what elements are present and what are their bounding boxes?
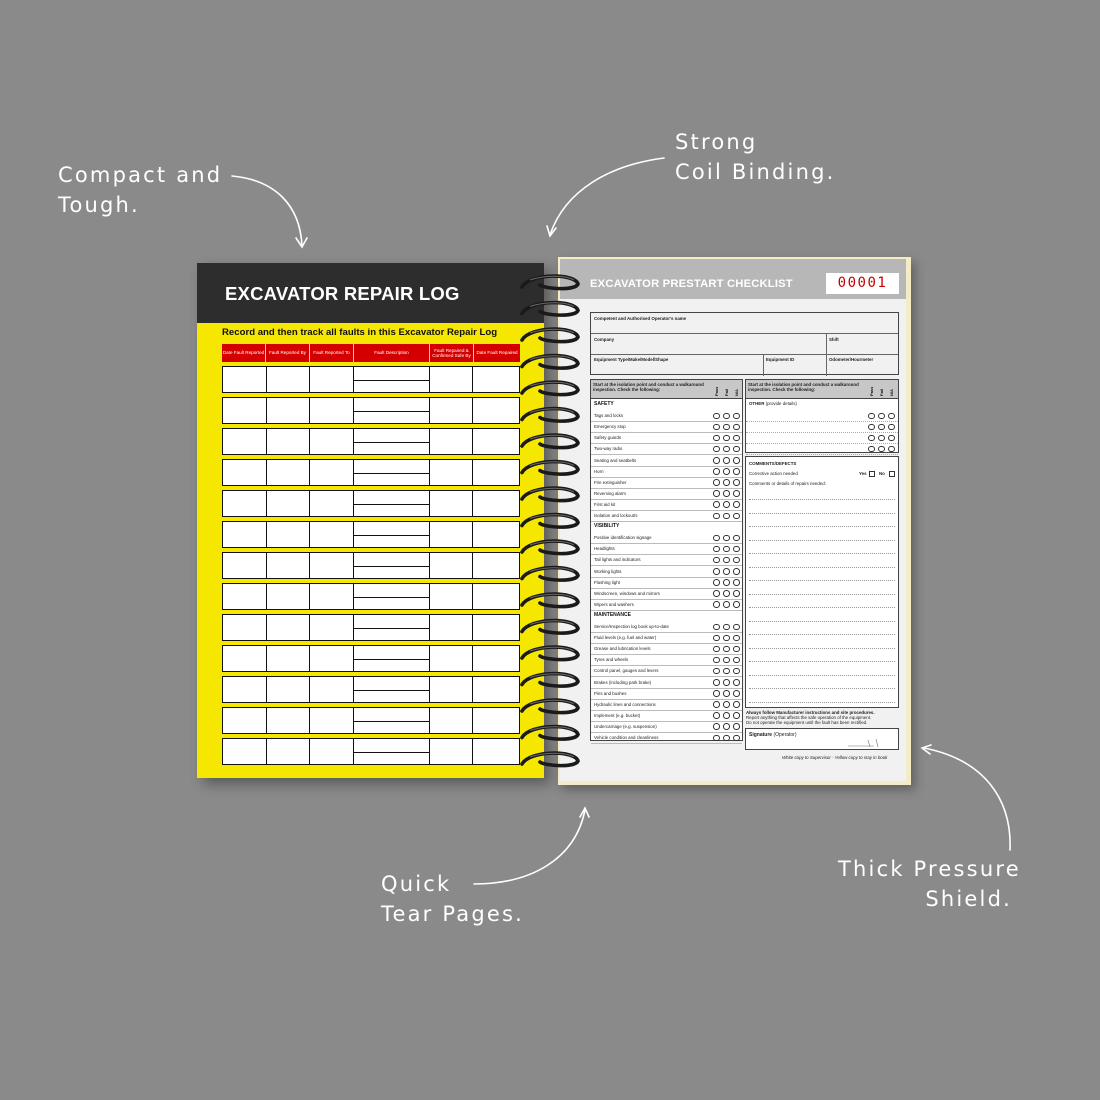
callout-tear: Quick Tear Pages. xyxy=(381,872,525,926)
na-label: N/A xyxy=(734,389,739,396)
odometer-label: Odometer/Hourmeter xyxy=(829,357,874,362)
checklist-item-label: Headlights xyxy=(594,546,615,552)
checklist-item-label: Seating and seatbelts xyxy=(594,457,637,463)
checklist-item-label: Reversing alarm xyxy=(594,490,626,496)
report-notice: Report anything that affects the safe operation of the equipment. xyxy=(746,715,872,720)
checklist-item-label: Isolation and lockout/s xyxy=(594,513,638,518)
checklist-item-label: Two-way radio xyxy=(594,446,623,452)
checklist-item-label: Fire extinguisher xyxy=(594,479,627,485)
pass-label: Pass xyxy=(869,386,874,396)
fail-label: Fail xyxy=(879,389,884,396)
pass-label: Pass xyxy=(714,386,719,396)
signature-label: Signature (Operator) xyxy=(749,732,797,738)
checklist-item-label: First aid kit xyxy=(594,501,616,507)
equipment-label: Equipment Type/Make/Model/Shape xyxy=(594,357,669,362)
checklist-item-label: Pins and bushes xyxy=(594,690,627,696)
checklist-item-label: Brakes (including park brake) xyxy=(594,679,652,685)
checklist-item-label: Tyres and wheels xyxy=(594,657,629,663)
checklist-item-label: Control panel, gauges and levers xyxy=(594,668,659,674)
repair-log-subtitle: Record and then track all faults in this Excavator Repair Log xyxy=(222,327,498,338)
na-label: N/A xyxy=(889,389,894,396)
column-header: Date Fault Repaired xyxy=(474,344,520,362)
checklist-item-label: Grease and lubrication levels xyxy=(594,646,651,652)
column-header: Date Fault Reported xyxy=(222,344,266,362)
instruction-text: Start at the isolation point and conduct a walkaround inspection. Check the following: xyxy=(748,382,859,392)
column-header: Fault Description xyxy=(354,344,430,362)
checklist-section-title: VISIBILITY xyxy=(594,523,620,530)
checklist-item-label: Implement (e.g. bucket) xyxy=(594,712,641,718)
column-header: Fault Repaired & Confirmed Safe By xyxy=(430,344,474,362)
do-not-operate-notice: Do not operate the equipment until the fault has been rectified. xyxy=(746,720,868,725)
no-label: No xyxy=(879,471,885,476)
checklist-item-label: Tags and locks xyxy=(594,413,624,419)
copy-footer: White copy to Supervisor - Yellow copy to stay in book xyxy=(782,755,888,760)
checklist-item-label: Safety guards xyxy=(594,435,622,441)
checklist-item-label: Horn xyxy=(594,468,604,474)
fail-label: Fail xyxy=(724,389,729,396)
checklist-item-label: Hydraulic lines and connections xyxy=(594,701,656,707)
checklist-item-label: Wipers and washers xyxy=(594,601,634,607)
operator-label: Competent and Authorised Operator's name xyxy=(594,316,687,321)
checklist-title: EXCAVATOR PRESTART CHECKLIST xyxy=(590,278,793,290)
checklist-item-label: Service/Inspection log book up-to-date xyxy=(594,624,669,629)
manufacturer-notice: Always follow Manufacturer instructions and site procedures. xyxy=(746,710,875,715)
other-title: OTHER xyxy=(749,401,765,406)
checklist-item-label: Undercarriage (e.g. suspension) xyxy=(594,723,657,729)
checklist-item-label: Positive identification signage xyxy=(594,535,652,541)
callout-shield: Thick Pressure Shield. xyxy=(838,857,1021,911)
column-header: Fault Reported To xyxy=(310,344,354,362)
checklist-item-label: Tail lights and indicators xyxy=(594,557,641,563)
yes-label: Yes xyxy=(859,471,867,476)
checklist-item-label: Vehicle condition and cleanliness xyxy=(594,735,659,740)
company-label: Company xyxy=(594,337,615,342)
checklist-section-title: SAFETY xyxy=(594,401,614,407)
checklist-item-label: Fluid levels (e.g. fuel and water) xyxy=(594,635,657,641)
repair-log-title: EXCAVATOR REPAIR LOG xyxy=(225,283,460,304)
checklist-section-title: MAINTENANCE xyxy=(594,611,631,618)
serial-number: 00001 xyxy=(826,273,899,294)
checklist-item-label: Windscreen, windows and mirrors xyxy=(594,590,660,596)
corrective-action-label: Corrective action needed xyxy=(749,471,798,476)
checklist-item-label: Working lights xyxy=(594,568,622,574)
comments-title: COMMENTS/DEFECTS xyxy=(749,461,797,466)
instruction-text: Start at the isolation point and conduct a walkaround inspection. Check the following: xyxy=(593,382,704,392)
other-hint: (provide details) xyxy=(765,401,797,406)
callout-coil: Strong Coil Binding. xyxy=(675,130,836,184)
column-header: Fault Reported By xyxy=(266,344,310,362)
shift-label: Shift xyxy=(829,337,839,342)
checklist-item-label: Emergency stop xyxy=(594,424,626,430)
equipment-id-label: Equipment ID xyxy=(766,357,795,362)
callout-compact: Compact and Tough. xyxy=(58,163,223,217)
checklist-item-label: Flashing light xyxy=(594,579,620,585)
comments-details-label: Comments or details of repairs needed: xyxy=(749,481,826,486)
